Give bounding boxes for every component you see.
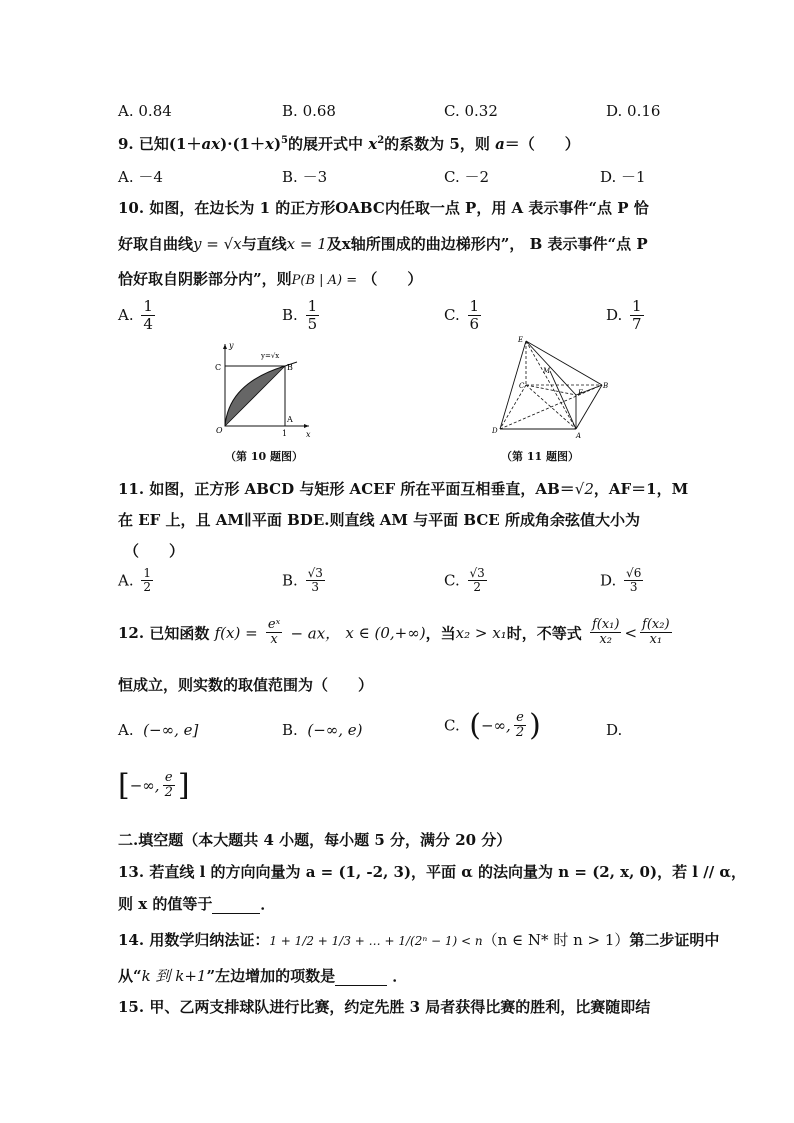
q12-option-c: C. (−∞, $\frac{e}{2}$ ) [444, 708, 541, 743]
q12-option-d-value: [−∞, $\frac{e}{2}$ ] [118, 768, 190, 803]
fig10-label-o: O [216, 426, 223, 435]
q11-line2: 在 EF 上，且 AM∥平面 BDE.则直线 AM 与平面 BCE 所成角余弦值大小为 [118, 511, 640, 529]
fig10-curve-label: y=√x [261, 352, 280, 360]
figure-11-graph [492, 333, 612, 441]
q9-stem: 9. 已知$(1+ax)\cdot(1+x)^5$的展开式中 $x^2$的系数为 5，则 a＝（ ） [118, 135, 580, 153]
q12-line2: 恒成立，则实数的取值范围为（ ） [118, 676, 374, 694]
fig11-label-f: F [578, 389, 583, 397]
section-2-title: 二.填空题（本大题共 4 小题，每小题 5 分，满分 20 分） [118, 831, 512, 849]
q12-option-b: B. (−∞, e) [282, 721, 363, 739]
fig11-label-b: B [603, 382, 609, 390]
fig10-label-x: x [306, 430, 311, 439]
fig10-label-b: B [287, 363, 293, 372]
q11-option-a: A. $\frac{1}{2}$ [118, 566, 152, 595]
fig11-label-m: M [543, 367, 551, 375]
q13-answer-blank[interactable] [212, 895, 260, 914]
figure-10-caption: （第 10 题图） [225, 450, 303, 463]
q10-option-c: C. $\frac{1}{6}$ [444, 297, 480, 333]
q14-line2: 从“k 到 k+1”左边增加的项数是 ． [118, 967, 408, 985]
q12-line1: 12. 已知函数 f(x) = $\frac{\text{eˣ}}{x}$ − ax， x ∈ (0,+∞)，当x₂ > x₁时，不等式 $\frac{\text{f(x₁)}}{\text{x₂}}$ < $\frac{\text{f(x₂)}}{\text{x₁}}$ [118, 617, 670, 648]
q9-option-a: A. －4 [118, 168, 163, 186]
q9-option-c: C. －2 [444, 168, 490, 186]
q13-line1: 13. 若直线 l 的方向向量为 a = (1, -2, 3)，平面 α 的法向量为 n = (2, x, 0)，若 l // α， [118, 863, 746, 881]
q9-option-d: D. －1 [600, 168, 646, 186]
q10-line2: 好取自曲线y = √x与直线x = 1及x轴所围成的曲边梯形内”， B 表示事件“点 P [118, 235, 648, 253]
fig10-label-c: C [215, 363, 222, 372]
q10-option-a: A. $\frac{1}{4}$ [118, 297, 153, 333]
q10-option-d: D. $\frac{1}{7}$ [606, 297, 642, 333]
q8-option-c: C. 0.32 [444, 102, 498, 120]
figure-11 [492, 333, 612, 441]
figure-10 [205, 340, 315, 440]
q10-option-b: B. $\frac{1}{5}$ [282, 297, 318, 333]
figure-11-caption: （第 11 题图） [501, 450, 579, 463]
q11-line1: 11. 如图，正方形 ABCD 与矩形 ACEF 所在平面互相垂直，AB＝√2，AF＝1，M [118, 480, 689, 498]
fig11-label-d: D [492, 427, 498, 435]
q11-option-b: B. $\frac{√3}{3}$ [282, 566, 323, 595]
q15-line1: 15. 甲、乙两支排球队进行比赛，约定先胜 3 局者获得比赛的胜利，比赛随即结 [118, 998, 651, 1016]
fig10-label-y: y [229, 341, 234, 350]
q8-option-a: A. 0.84 [118, 102, 172, 120]
q10-line1: 10. 如图，在边长为 1 的正方形OABC内任取一点 P，用 A 表示事件“点 P 恰 [118, 199, 649, 217]
q13-line2: 则 x 的值等于 ． [118, 895, 276, 913]
q12-option-a: A. (−∞, e] [118, 721, 199, 739]
q14-line1: 14. 用数学归纳法证：1 + 1/2 + 1/3 + … + 1/(2ⁿ − 1) < n（n ∈ N* 时 n > 1）第二步证明中 [118, 931, 720, 949]
q14-answer-blank[interactable] [335, 967, 387, 986]
fig11-label-e: E [518, 336, 524, 344]
q10-line3: 恰好取自阴影部分内”，则P(B | A) = （ ） [118, 270, 423, 288]
fig11-label-a: A [576, 432, 582, 440]
q12-option-d: D. [606, 721, 623, 739]
q11-line3: （ ） [124, 542, 185, 560]
q11-option-d: D. $\frac{√6}{3}$ [600, 566, 642, 595]
q8-option-b: B. 0.68 [282, 102, 336, 120]
q8-option-d: D. 0.16 [606, 102, 661, 120]
q9-option-b: B. －3 [282, 168, 328, 186]
figure-10-graph [205, 340, 315, 440]
fig10-label-a: A [287, 415, 293, 424]
q11-option-c: C. $\frac{√3}{2}$ [444, 566, 485, 595]
fig11-label-c: C [519, 382, 525, 390]
fig10-label-one: 1 [282, 429, 288, 438]
